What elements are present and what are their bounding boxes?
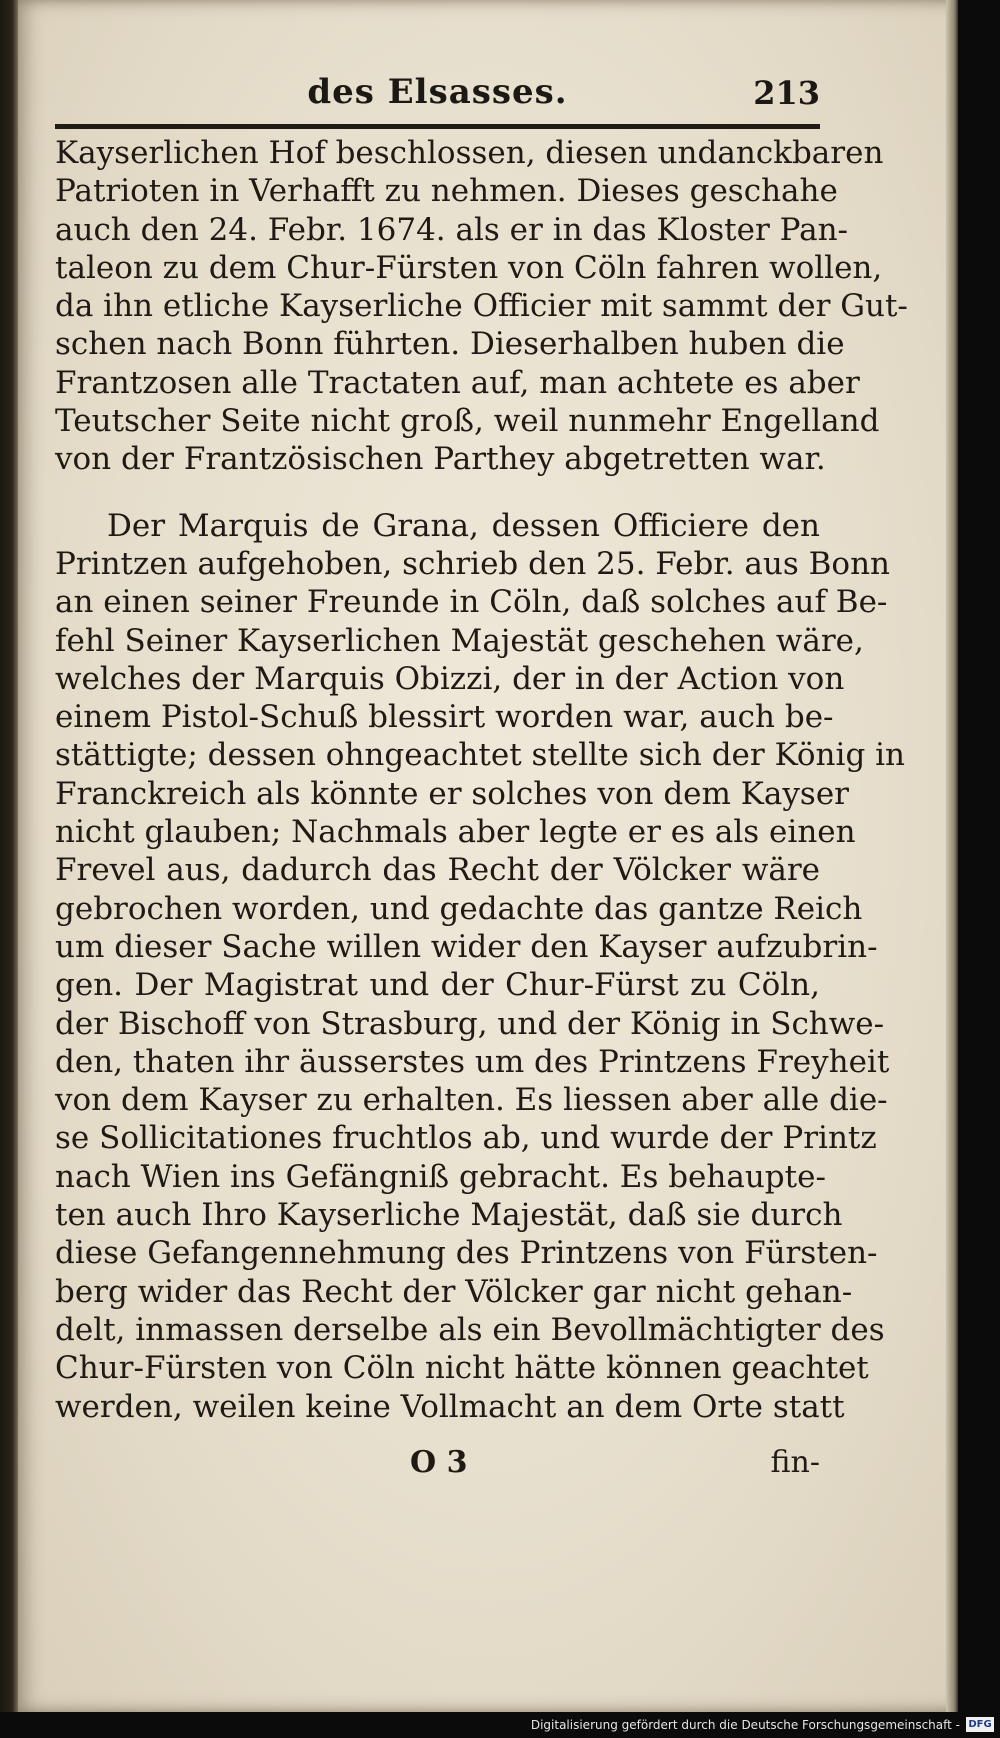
text-line: Frevel aus, dadurch das Recht der Völcker wäre <box>55 852 820 889</box>
text-line: Printzen aufgehoben, schrieb den 25. Febr. aus Bonn <box>55 545 891 582</box>
page-edge <box>946 0 958 1712</box>
text-line: welches der Marquis Obizzi, der in der Action von <box>55 660 845 697</box>
text-line: taleon zu dem Chur-Fürsten von Cöln fahren wollen, <box>55 249 883 286</box>
text-line: gebrochen worden, und gedachte das gantze Reich <box>55 890 863 927</box>
paragraph-1 <box>55 134 908 479</box>
running-head: des Elsasses. <box>307 72 568 112</box>
text-line: nicht glauben; Nachmals aber legte er es als einen <box>55 814 856 851</box>
text-line: delt, inmassen derselbe als ein Bevollmächtigter des <box>55 1311 885 1348</box>
text-line: gen. Der Magistrat und der Chur-Fürst zu Cöln, <box>55 967 820 1004</box>
paragraph-2 <box>55 507 906 1426</box>
text-line: se Sollicitationes fruchtlos ab, und wurde der Printz <box>55 1120 877 1157</box>
text-line: Der Marquis de Grana, dessen Officiere den <box>107 507 820 544</box>
text-line: da ihn etliche Kayserliche Officier mit sammt der Gut- <box>55 288 908 325</box>
text-line: fehl Seiner Kayserlichen Majestät geschehen wäre, <box>55 622 864 659</box>
text-line: berg wider das Recht der Völcker gar nicht gehan- <box>55 1273 853 1310</box>
text-line: Franckreich als könnte er solches von dem Kayser <box>55 775 849 812</box>
binding-shadow <box>0 0 20 1738</box>
text-line: einem Pistol-Schuß blessirt worden war, auch be- <box>55 699 834 736</box>
text-line: Patrioten in Verhafft zu nehmen. Dieses geschahe <box>55 173 838 210</box>
body-text <box>55 134 908 1426</box>
header-rule <box>55 124 820 129</box>
text-line: um dieser Sache willen wider den Kayser aufzubrin- <box>55 928 878 965</box>
text-line: von dem Kayser zu erhalten. Es liessen aber alle die- <box>55 1082 888 1119</box>
text-line: den, thaten ihr äusserstes um des Printzens Freyheit <box>55 1043 890 1080</box>
text-line: Chur-Fürsten von Cöln nicht hätte können geachtet <box>55 1350 869 1387</box>
paragraph-gap <box>55 479 820 507</box>
digitization-credit: Digitalisierung gefördert durch die Deutsche Forschungsgemeinschaft - <box>530 1718 960 1732</box>
text-line: ten auch Ihro Kayserliche Majestät, daß sie durch <box>55 1197 843 1234</box>
text-line: nach Wien ins Gefängniß gebracht. Es behaupte- <box>55 1158 826 1195</box>
text-line: Frantzosen alle Tractaten auf, man achtete es aber <box>55 364 860 401</box>
text-line: schen nach Bonn führten. Dieserhalben huben die <box>55 326 845 363</box>
page-header <box>55 72 820 122</box>
text-line: auch den 24. Febr. 1674. als er in das Kloster Pan- <box>55 211 849 248</box>
dfg-logo: DFG <box>966 1717 994 1732</box>
catchword: fin- <box>770 1445 820 1480</box>
text-line: an einen seiner Freunde in Cöln, daß solches auf Be- <box>55 584 888 621</box>
text-line: Kayserlichen Hof beschlossen, diesen undanckbaren <box>55 135 884 171</box>
digitization-credit-bar <box>0 1712 1000 1738</box>
text-line: Teutscher Seite nicht groß, weil nunmehr Engelland <box>55 403 880 440</box>
text-line: diese Gefangennehmung des Printzens von Fürsten- <box>55 1235 878 1272</box>
text-line: werden, weilen keine Vollmacht an dem Orte statt <box>55 1388 845 1425</box>
text-line: von der Frantzösischen Parthey abgetretten war. <box>55 441 826 478</box>
page-number: 213 <box>753 74 820 112</box>
page-footer <box>55 1445 820 1485</box>
signature-mark: O 3 <box>410 1445 468 1480</box>
text-line: stättigte; dessen ohngeachtet stellte sich der König in <box>55 737 906 774</box>
text-line: der Bischoff von Strasburg, und der König in Schwe- <box>55 1005 885 1042</box>
